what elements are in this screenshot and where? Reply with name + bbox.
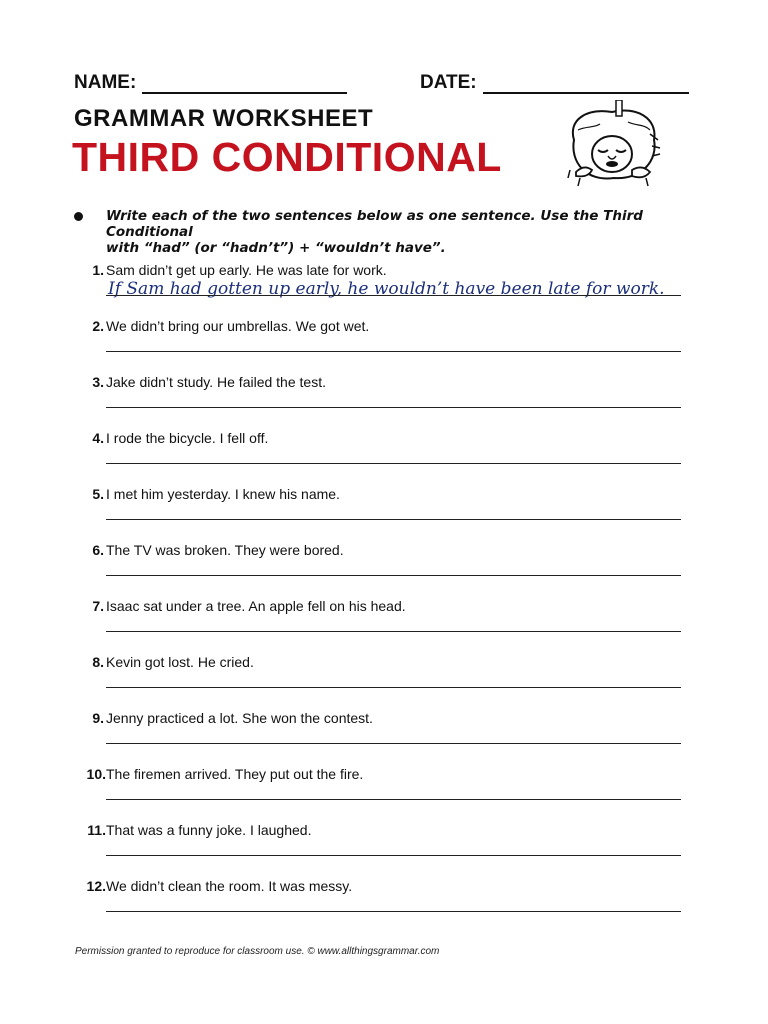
question-number: 10. <box>86 766 106 782</box>
question-text: Jake didn’t study. He failed the test. <box>106 374 326 390</box>
instructions-line-2: with “had” (or “hadn’t”) + “wouldn’t have”. <box>106 240 446 256</box>
question-number: 5. <box>92 486 104 502</box>
date-label: DATE: <box>420 72 477 93</box>
question-number: 11. <box>87 822 106 838</box>
bullet-icon <box>74 212 83 221</box>
header-row <box>74 72 694 98</box>
answer-line[interactable] <box>106 799 681 800</box>
question-5 <box>74 486 694 542</box>
question-text: We didn’t bring our umbrellas. We got wet. <box>106 318 370 334</box>
question-list <box>74 262 694 934</box>
question-number: 9. <box>92 710 104 726</box>
question-text: Kevin got lost. He cried. <box>106 654 254 670</box>
question-number: 12. <box>86 878 106 894</box>
question-number: 4. <box>92 430 104 446</box>
answer-line[interactable] <box>106 855 681 856</box>
question-4 <box>74 430 694 486</box>
question-text: I met him yesterday. I knew his name. <box>106 486 340 502</box>
question-text: That was a funny joke. I laughed. <box>106 822 312 838</box>
worksheet-subtitle: GRAMMAR WORKSHEET <box>74 105 374 132</box>
question-8 <box>74 654 694 710</box>
name-label: NAME: <box>74 72 137 93</box>
example-answer: If Sam had gotten up early, he wouldn’t have been late for work. <box>108 279 665 299</box>
question-10 <box>74 766 694 822</box>
worksheet-title: THIRD CONDITIONAL <box>72 134 502 180</box>
question-6 <box>74 542 694 598</box>
question-text: Sam didn’t get up early. He was late for work. <box>106 262 387 278</box>
name-field[interactable] <box>74 72 347 94</box>
question-2 <box>74 318 694 374</box>
footer-permission: Permission granted to reproduce for classroom use. © www.allthingsgrammar.com <box>75 946 440 957</box>
question-text: Jenny practiced a lot. She won the contest. <box>106 710 373 726</box>
question-1 <box>74 262 694 318</box>
question-number: 1. <box>92 262 104 278</box>
answer-line[interactable] <box>106 631 681 632</box>
question-number: 6. <box>92 542 104 558</box>
question-number: 2. <box>92 318 104 334</box>
question-text: Isaac sat under a tree. An apple fell on his head. <box>106 598 406 614</box>
answer-line[interactable] <box>106 687 681 688</box>
sleeping-person-icon <box>566 100 662 196</box>
instructions <box>72 208 692 256</box>
answer-line[interactable] <box>106 519 681 520</box>
answer-line[interactable] <box>106 407 681 408</box>
answer-line[interactable] <box>106 295 681 296</box>
answer-line[interactable] <box>106 463 681 464</box>
question-9 <box>74 710 694 766</box>
question-number: 3. <box>92 374 104 390</box>
question-11 <box>74 822 694 878</box>
instructions-line-1: Write each of the two sentences below as one sentence. Use the Third Conditional <box>106 208 643 240</box>
question-text: The TV was broken. They were bored. <box>106 542 344 558</box>
question-text: We didn’t clean the room. It was messy. <box>106 878 353 894</box>
question-number: 8. <box>92 654 104 670</box>
answer-line[interactable] <box>106 575 681 576</box>
question-3 <box>74 374 694 430</box>
name-line[interactable] <box>142 74 347 94</box>
question-7 <box>74 598 694 654</box>
date-line[interactable] <box>483 74 689 94</box>
question-text: The firemen arrived. They put out the fire. <box>106 766 364 782</box>
question-12 <box>74 878 694 934</box>
date-field[interactable] <box>420 72 689 94</box>
question-number: 7. <box>92 598 104 614</box>
answer-line[interactable] <box>106 911 681 912</box>
question-text: I rode the bicycle. I fell off. <box>106 430 269 446</box>
answer-line[interactable] <box>106 351 681 352</box>
answer-line[interactable] <box>106 743 681 744</box>
